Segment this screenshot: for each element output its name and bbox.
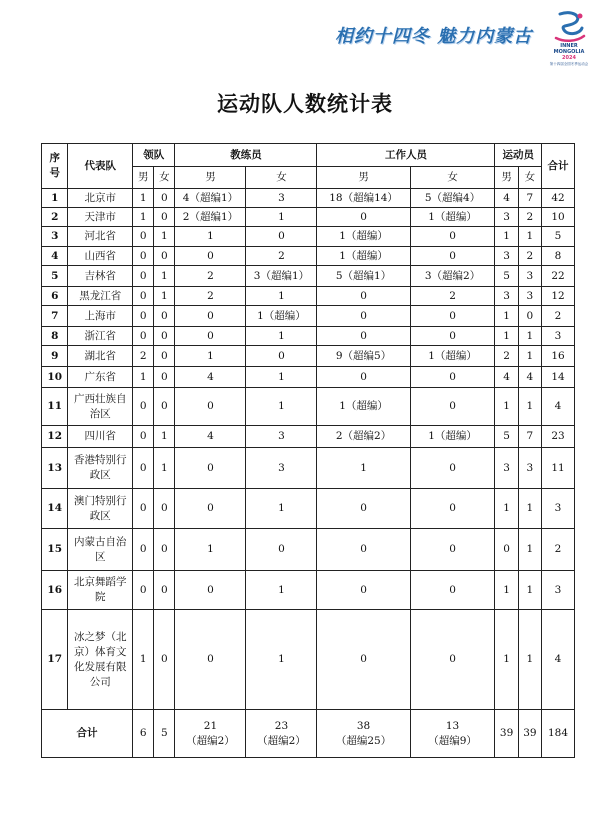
row-leader-male: 1 xyxy=(133,610,154,710)
row-staff-male: 1（超编） xyxy=(317,388,410,426)
row-athlete-female: 1 xyxy=(518,610,541,710)
summary-row xyxy=(42,710,575,758)
header-staff-male: 男 xyxy=(317,167,410,189)
row-total: 14 xyxy=(542,367,575,388)
header-coach-male: 男 xyxy=(175,167,246,189)
row-staff-male: 18（超编14） xyxy=(317,189,410,208)
page-title: 运动队人数统计表 xyxy=(217,91,393,116)
row-leader-male: 0 xyxy=(133,327,154,346)
row-index: 17 xyxy=(42,610,68,710)
row-staff-male: 0 xyxy=(317,529,410,571)
row-athlete-male: 5 xyxy=(495,426,518,448)
table-row xyxy=(42,426,575,448)
row-athlete-male: 3 xyxy=(495,287,518,306)
row-leader-male: 0 xyxy=(133,571,154,610)
row-athlete-female: 4 xyxy=(518,367,541,388)
row-team: 澳门特别行政区 xyxy=(68,489,133,529)
row-coach-male: 0 xyxy=(175,247,246,266)
row-leader-female: 0 xyxy=(154,610,175,710)
row-total: 3 xyxy=(542,327,575,346)
row-index: 1 xyxy=(42,189,68,208)
header-coach: 教练员 xyxy=(175,144,317,167)
header-athlete: 运动员 xyxy=(495,144,542,167)
summary-staff-male-value: 38 xyxy=(356,719,371,732)
header-leader: 领队 xyxy=(133,144,175,167)
row-leader-female: 1 xyxy=(154,266,175,287)
row-team: 上海市 xyxy=(68,306,133,327)
row-leader-male: 0 xyxy=(133,426,154,448)
row-staff-female: 0 xyxy=(410,367,495,388)
row-coach-female: 1 xyxy=(246,388,317,426)
row-athlete-female: 1 xyxy=(518,529,541,571)
row-staff-male: 1 xyxy=(317,448,410,489)
row-athlete-female: 1 xyxy=(518,489,541,529)
row-coach-male: 0 xyxy=(175,610,246,710)
statistics-table xyxy=(41,143,575,758)
row-coach-female: 1 xyxy=(246,571,317,610)
row-coach-male: 4（超编1） xyxy=(175,189,246,208)
row-leader-female: 1 xyxy=(154,227,175,247)
row-athlete-male: 1 xyxy=(495,227,518,247)
logo-line2: MONGOLIA xyxy=(553,49,585,55)
row-staff-male: 2（超编2） xyxy=(317,426,410,448)
row-staff-female: 0 xyxy=(410,327,495,346)
summary-leader-male: 6 xyxy=(133,710,154,758)
table-row xyxy=(42,327,575,346)
table-row xyxy=(42,610,575,710)
row-leader-male: 0 xyxy=(133,306,154,327)
row-total: 3 xyxy=(542,571,575,610)
row-coach-male: 2 xyxy=(175,287,246,306)
row-athlete-female: 7 xyxy=(518,189,541,208)
table-row xyxy=(42,227,575,247)
row-leader-male: 1 xyxy=(133,367,154,388)
summary-coach-male-note: （超编2） xyxy=(186,734,235,747)
row-leader-female: 0 xyxy=(154,327,175,346)
summary-staff-female-note: （超编9） xyxy=(428,734,477,747)
header-index: 序号 xyxy=(42,144,68,189)
summary-staff-male-note: （超编25） xyxy=(335,734,392,747)
row-athlete-male: 3 xyxy=(495,247,518,266)
row-index: 4 xyxy=(42,247,68,266)
row-leader-female: 0 xyxy=(154,189,175,208)
row-coach-male: 1 xyxy=(175,346,246,367)
header-athlete-female: 女 xyxy=(518,167,541,189)
row-index: 5 xyxy=(42,266,68,287)
row-staff-male: 0 xyxy=(317,489,410,529)
row-index: 2 xyxy=(42,208,68,227)
row-coach-male: 0 xyxy=(175,448,246,489)
row-total: 23 xyxy=(542,426,575,448)
row-athlete-male: 2 xyxy=(495,346,518,367)
row-team: 吉林省 xyxy=(68,266,133,287)
header-row-top xyxy=(42,144,575,167)
row-athlete-female: 1 xyxy=(518,571,541,610)
row-athlete-female: 1 xyxy=(518,227,541,247)
row-staff-female: 0 xyxy=(410,306,495,327)
row-athlete-male: 3 xyxy=(495,208,518,227)
row-coach-female: 1 xyxy=(246,489,317,529)
table-row xyxy=(42,367,575,388)
row-staff-male: 0 xyxy=(317,287,410,306)
table-body xyxy=(42,189,575,710)
table-row xyxy=(42,571,575,610)
row-athlete-female: 2 xyxy=(518,208,541,227)
row-staff-male: 1（超编） xyxy=(317,227,410,247)
row-staff-female: 0 xyxy=(410,571,495,610)
row-leader-male: 0 xyxy=(133,448,154,489)
row-staff-female: 0 xyxy=(410,489,495,529)
row-team: 湖北省 xyxy=(68,346,133,367)
row-total: 4 xyxy=(542,388,575,426)
row-staff-female: 0 xyxy=(410,448,495,489)
row-index: 13 xyxy=(42,448,68,489)
summary-coach-male-value: 21 xyxy=(203,719,218,732)
row-total: 16 xyxy=(542,346,575,367)
row-index: 10 xyxy=(42,367,68,388)
header-athlete-male: 男 xyxy=(495,167,518,189)
row-staff-female: 0 xyxy=(410,388,495,426)
row-leader-male: 0 xyxy=(133,266,154,287)
row-staff-male: 0 xyxy=(317,306,410,327)
row-index: 6 xyxy=(42,287,68,306)
row-index: 14 xyxy=(42,489,68,529)
row-leader-female: 0 xyxy=(154,529,175,571)
row-total: 11 xyxy=(542,448,575,489)
table-row xyxy=(42,266,575,287)
row-total: 8 xyxy=(542,247,575,266)
row-leader-female: 0 xyxy=(154,571,175,610)
row-coach-female: 1（超编） xyxy=(246,306,317,327)
row-staff-male: 1（超编） xyxy=(317,247,410,266)
row-total: 3 xyxy=(542,489,575,529)
logo-caption xyxy=(546,43,592,67)
row-leader-male: 0 xyxy=(133,287,154,306)
row-staff-female: 1（超编） xyxy=(410,208,495,227)
row-leader-male: 1 xyxy=(133,208,154,227)
row-team: 河北省 xyxy=(68,227,133,247)
row-coach-male: 1 xyxy=(175,529,246,571)
table-row xyxy=(42,189,575,208)
table-row xyxy=(42,247,575,266)
summary-staff-female xyxy=(410,710,495,758)
row-coach-female: 0 xyxy=(246,529,317,571)
row-staff-male: 5（超编1） xyxy=(317,266,410,287)
row-index: 12 xyxy=(42,426,68,448)
summary-coach-male xyxy=(175,710,246,758)
row-coach-female: 3 xyxy=(246,448,317,489)
row-leader-male: 0 xyxy=(133,227,154,247)
table-row xyxy=(42,388,575,426)
row-staff-male: 0 xyxy=(317,208,410,227)
row-team: 内蒙古自治区 xyxy=(68,529,133,571)
row-athlete-female: 3 xyxy=(518,448,541,489)
row-athlete-male: 0 xyxy=(495,529,518,571)
row-total: 5 xyxy=(542,227,575,247)
row-total: 2 xyxy=(542,306,575,327)
logo-year: 2024 xyxy=(562,55,576,61)
row-leader-female: 0 xyxy=(154,247,175,266)
row-athlete-male: 1 xyxy=(495,610,518,710)
row-athlete-female: 2 xyxy=(518,247,541,266)
row-index: 9 xyxy=(42,346,68,367)
summary-total: 184 xyxy=(542,710,575,758)
row-coach-male: 4 xyxy=(175,367,246,388)
row-leader-male: 0 xyxy=(133,388,154,426)
header-coach-female: 女 xyxy=(246,167,317,189)
row-team: 天津市 xyxy=(68,208,133,227)
row-team: 冰之梦（北京）体育文化发展有限公司 xyxy=(68,610,133,710)
row-staff-female: 0 xyxy=(410,247,495,266)
row-index: 16 xyxy=(42,571,68,610)
row-leader-female: 1 xyxy=(154,448,175,489)
row-coach-female: 3 xyxy=(246,426,317,448)
row-staff-female: 0 xyxy=(410,529,495,571)
row-athlete-female: 3 xyxy=(518,287,541,306)
row-leader-female: 0 xyxy=(154,306,175,327)
row-athlete-male: 1 xyxy=(495,571,518,610)
row-coach-female: 1 xyxy=(246,287,317,306)
row-index: 3 xyxy=(42,227,68,247)
row-staff-female: 0 xyxy=(410,227,495,247)
logo-subcaption: 第十四届全国冬季运动会 xyxy=(549,62,589,66)
row-team: 四川省 xyxy=(68,426,133,448)
row-athlete-female: 3 xyxy=(518,266,541,287)
row-team: 香港特别行政区 xyxy=(68,448,133,489)
row-athlete-male: 5 xyxy=(495,266,518,287)
row-staff-female: 5（超编4） xyxy=(410,189,495,208)
row-total: 4 xyxy=(542,610,575,710)
row-index: 7 xyxy=(42,306,68,327)
slogan-text: 相约十四冬 魅力内蒙古 xyxy=(335,26,533,47)
row-total: 22 xyxy=(542,266,575,287)
row-staff-male: 0 xyxy=(317,571,410,610)
row-team: 广东省 xyxy=(68,367,133,388)
table-row xyxy=(42,448,575,489)
table-row xyxy=(42,208,575,227)
summary-label: 合计 xyxy=(42,710,133,758)
row-coach-male: 0 xyxy=(175,306,246,327)
table-row xyxy=(42,287,575,306)
row-team: 山西省 xyxy=(68,247,133,266)
row-coach-male: 0 xyxy=(175,489,246,529)
row-athlete-female: 7 xyxy=(518,426,541,448)
row-leader-female: 0 xyxy=(154,346,175,367)
summary-coach-female xyxy=(246,710,317,758)
row-coach-male: 4 xyxy=(175,426,246,448)
header-team: 代表队 xyxy=(68,144,133,189)
row-athlete-male: 1 xyxy=(495,306,518,327)
row-coach-female: 1 xyxy=(246,208,317,227)
games-emblem-icon xyxy=(546,10,592,44)
row-leader-female: 1 xyxy=(154,287,175,306)
slogan-banner xyxy=(335,22,545,48)
row-coach-female: 0 xyxy=(246,227,317,247)
header-staff-female: 女 xyxy=(410,167,495,189)
row-coach-female: 1 xyxy=(246,327,317,346)
row-total: 12 xyxy=(542,287,575,306)
row-staff-male: 9（超编5） xyxy=(317,346,410,367)
row-total: 10 xyxy=(542,208,575,227)
row-coach-male: 1 xyxy=(175,227,246,247)
row-coach-male: 0 xyxy=(175,388,246,426)
row-total: 42 xyxy=(542,189,575,208)
row-leader-male: 1 xyxy=(133,189,154,208)
row-staff-male: 0 xyxy=(317,610,410,710)
row-staff-female: 1（超编） xyxy=(410,346,495,367)
row-coach-female: 3 xyxy=(246,189,317,208)
row-total: 2 xyxy=(542,529,575,571)
row-index: 15 xyxy=(42,529,68,571)
row-coach-male: 0 xyxy=(175,571,246,610)
row-leader-male: 0 xyxy=(133,529,154,571)
games-logo xyxy=(546,10,592,64)
row-team: 北京市 xyxy=(68,189,133,208)
summary-staff-female-value: 13 xyxy=(445,719,460,732)
row-staff-female: 1（超编） xyxy=(410,426,495,448)
row-staff-female: 0 xyxy=(410,610,495,710)
row-athlete-female: 1 xyxy=(518,388,541,426)
row-team: 黑龙江省 xyxy=(68,287,133,306)
row-team: 广西壮族自治区 xyxy=(68,388,133,426)
row-leader-male: 0 xyxy=(133,489,154,529)
row-staff-female: 2 xyxy=(410,287,495,306)
row-index: 11 xyxy=(42,388,68,426)
row-athlete-female: 1 xyxy=(518,327,541,346)
table-row xyxy=(42,489,575,529)
row-coach-male: 0 xyxy=(175,327,246,346)
row-coach-female: 2 xyxy=(246,247,317,266)
row-coach-female: 3（超编1） xyxy=(246,266,317,287)
row-coach-male: 2（超编1） xyxy=(175,208,246,227)
header-leader-male: 男 xyxy=(133,167,154,189)
row-index: 8 xyxy=(42,327,68,346)
row-coach-female: 0 xyxy=(246,346,317,367)
row-leader-female: 0 xyxy=(154,208,175,227)
row-staff-male: 0 xyxy=(317,327,410,346)
row-athlete-male: 1 xyxy=(495,388,518,426)
row-staff-male: 0 xyxy=(317,367,410,388)
row-coach-female: 1 xyxy=(246,610,317,710)
row-athlete-male: 4 xyxy=(495,367,518,388)
summary-coach-female-note: （超编2） xyxy=(257,734,306,747)
row-athlete-female: 0 xyxy=(518,306,541,327)
table-row xyxy=(42,346,575,367)
row-staff-female: 3（超编2） xyxy=(410,266,495,287)
header-staff: 工作人员 xyxy=(317,144,495,167)
header-leader-female: 女 xyxy=(154,167,175,189)
row-leader-male: 0 xyxy=(133,247,154,266)
row-leader-male: 2 xyxy=(133,346,154,367)
row-athlete-male: 1 xyxy=(495,327,518,346)
header-total: 合计 xyxy=(542,144,575,189)
summary-athlete-male: 39 xyxy=(495,710,518,758)
logo-line1: INNER xyxy=(560,43,578,49)
row-leader-female: 1 xyxy=(154,426,175,448)
row-leader-female: 0 xyxy=(154,367,175,388)
summary-athlete-female: 39 xyxy=(518,710,541,758)
row-leader-female: 0 xyxy=(154,388,175,426)
row-athlete-male: 1 xyxy=(495,489,518,529)
row-coach-male: 2 xyxy=(175,266,246,287)
table-row xyxy=(42,529,575,571)
row-athlete-male: 3 xyxy=(495,448,518,489)
row-coach-female: 1 xyxy=(246,367,317,388)
row-athlete-male: 4 xyxy=(495,189,518,208)
row-team: 北京舞蹈学院 xyxy=(68,571,133,610)
table-row xyxy=(42,306,575,327)
summary-coach-female-value: 23 xyxy=(274,719,289,732)
row-team: 浙江省 xyxy=(68,327,133,346)
row-athlete-female: 1 xyxy=(518,346,541,367)
summary-leader-female: 5 xyxy=(154,710,175,758)
row-leader-female: 0 xyxy=(154,489,175,529)
summary-staff-male xyxy=(317,710,410,758)
